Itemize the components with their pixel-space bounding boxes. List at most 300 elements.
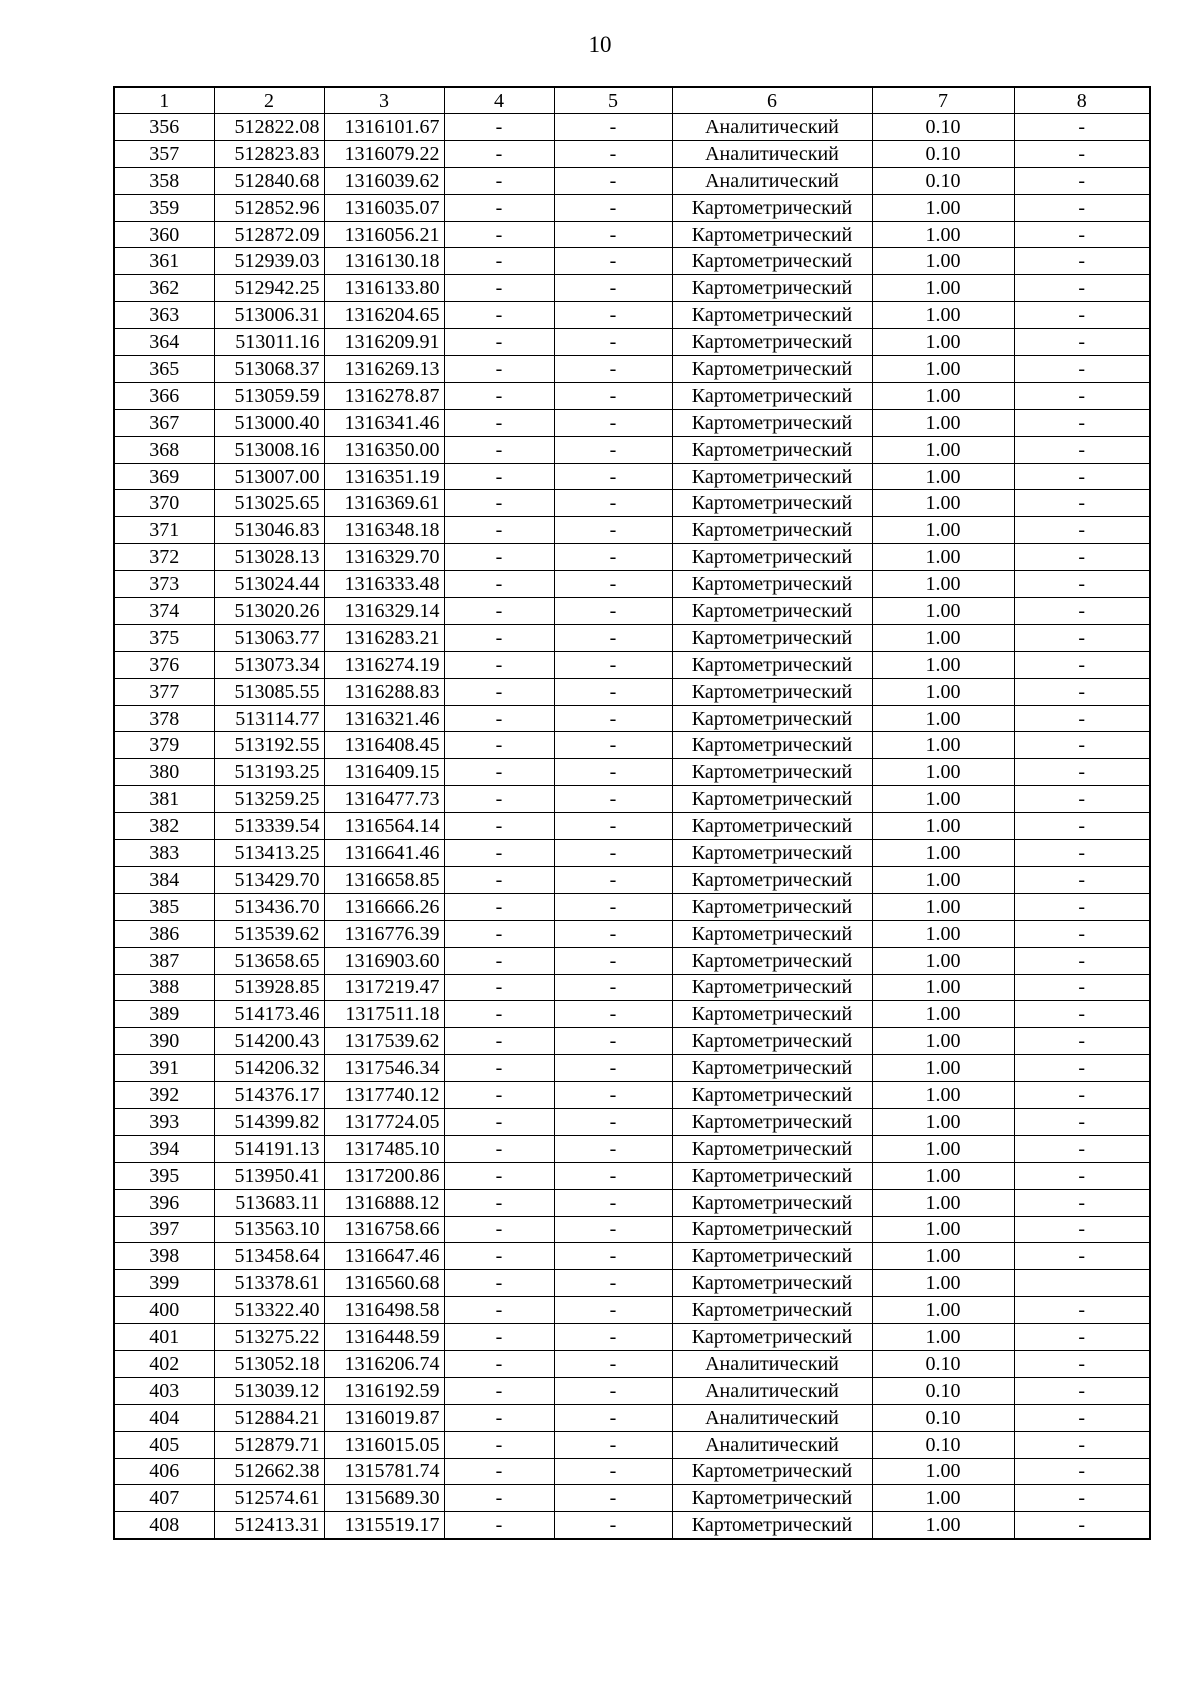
- table-cell: 360: [114, 221, 214, 248]
- table-cell: -: [554, 1377, 672, 1404]
- table-cell: 390: [114, 1028, 214, 1055]
- table-row: [114, 1243, 1150, 1270]
- table-cell: 361: [114, 248, 214, 275]
- table-cell: 1.00: [872, 1270, 1014, 1297]
- table-cell: 512662.38: [214, 1458, 324, 1485]
- table-cell: 1.00: [872, 1055, 1014, 1082]
- table-cell: 1.00: [872, 840, 1014, 867]
- table-cell: -: [1014, 598, 1150, 625]
- table-row: [114, 1189, 1150, 1216]
- table-cell: -: [1014, 167, 1150, 194]
- table-cell: 1316758.66: [324, 1216, 444, 1243]
- table-row: [114, 463, 1150, 490]
- table-cell: -: [554, 866, 672, 893]
- table-row: [114, 571, 1150, 598]
- table-cell: 357: [114, 140, 214, 167]
- table-cell: 1.00: [872, 759, 1014, 786]
- column-header: 8: [1014, 87, 1150, 114]
- table-row: [114, 1055, 1150, 1082]
- table-row: [114, 302, 1150, 329]
- table-cell: -: [444, 1055, 554, 1082]
- table-cell: 1316448.59: [324, 1324, 444, 1351]
- table-cell: Картометрический: [672, 947, 872, 974]
- table-cell: 1.00: [872, 893, 1014, 920]
- table-cell: -: [554, 275, 672, 302]
- table-row: [114, 1162, 1150, 1189]
- table-cell: -: [1014, 678, 1150, 705]
- table-cell: 372: [114, 544, 214, 571]
- table-cell: 1317485.10: [324, 1135, 444, 1162]
- table-cell: 371: [114, 517, 214, 544]
- table-cell: 1317724.05: [324, 1108, 444, 1135]
- table-cell: 513052.18: [214, 1350, 324, 1377]
- table-cell: 513114.77: [214, 705, 324, 732]
- table-cell: Картометрический: [672, 517, 872, 544]
- table-cell: 1.00: [872, 1243, 1014, 1270]
- table-cell: 407: [114, 1485, 214, 1512]
- table-cell: 513011.16: [214, 329, 324, 356]
- table-cell: -: [554, 920, 672, 947]
- table-cell: 1316056.21: [324, 221, 444, 248]
- table-cell: -: [554, 813, 672, 840]
- table-cell: -: [444, 947, 554, 974]
- table-row: [114, 1082, 1150, 1109]
- table-cell: -: [444, 732, 554, 759]
- column-header: 1: [114, 87, 214, 114]
- table-cell: 1.00: [872, 356, 1014, 383]
- table-cell: 1316341.46: [324, 409, 444, 436]
- table-cell: -: [554, 678, 672, 705]
- table-cell: 1.00: [872, 1001, 1014, 1028]
- table-cell: 401: [114, 1324, 214, 1351]
- table-cell: -: [1014, 1028, 1150, 1055]
- table-cell: 513429.70: [214, 866, 324, 893]
- table-cell: 1316329.70: [324, 544, 444, 571]
- table-cell: -: [444, 1350, 554, 1377]
- table-cell: 385: [114, 893, 214, 920]
- table-cell: 1316329.14: [324, 598, 444, 625]
- table-cell: Картометрический: [672, 893, 872, 920]
- table-cell: -: [444, 1458, 554, 1485]
- table-cell: -: [1014, 1135, 1150, 1162]
- table-cell: -: [554, 1028, 672, 1055]
- table-cell: -: [444, 813, 554, 840]
- table-row: [114, 1350, 1150, 1377]
- column-header: 7: [872, 87, 1014, 114]
- table-cell: -: [444, 1001, 554, 1028]
- table-cell: Картометрический: [672, 1512, 872, 1539]
- table-cell: -: [444, 1028, 554, 1055]
- table-cell: -: [554, 1431, 672, 1458]
- table-cell: 362: [114, 275, 214, 302]
- table-row: [114, 517, 1150, 544]
- table-row: [114, 1216, 1150, 1243]
- table-cell: 1.00: [872, 624, 1014, 651]
- table-cell: -: [444, 1297, 554, 1324]
- table-cell: Картометрический: [672, 840, 872, 867]
- column-header: 4: [444, 87, 554, 114]
- table-cell: Картометрический: [672, 382, 872, 409]
- table-cell: 513192.55: [214, 732, 324, 759]
- table-cell: -: [1014, 356, 1150, 383]
- table-cell: -: [554, 1404, 672, 1431]
- table-row: [114, 1270, 1150, 1297]
- table-cell: 1316658.85: [324, 866, 444, 893]
- table-cell: Картометрический: [672, 678, 872, 705]
- table-cell: 1315519.17: [324, 1512, 444, 1539]
- table-cell: Картометрический: [672, 598, 872, 625]
- table-cell: 513458.64: [214, 1243, 324, 1270]
- table-header-row: [114, 87, 1150, 114]
- table-cell: -: [1014, 651, 1150, 678]
- table-cell: -: [1014, 1108, 1150, 1135]
- table-cell: 365: [114, 356, 214, 383]
- table-cell: 513020.26: [214, 598, 324, 625]
- table-cell: 381: [114, 786, 214, 813]
- table-cell: 1.00: [872, 1297, 1014, 1324]
- table-cell: 513063.77: [214, 624, 324, 651]
- table-cell: 1316498.58: [324, 1297, 444, 1324]
- table-cell: 512942.25: [214, 275, 324, 302]
- table-row: [114, 813, 1150, 840]
- table-cell: Картометрический: [672, 409, 872, 436]
- table-cell: -: [554, 974, 672, 1001]
- table-cell: 402: [114, 1350, 214, 1377]
- table-cell: 1316647.46: [324, 1243, 444, 1270]
- table-cell: -: [554, 732, 672, 759]
- table-cell: Картометрический: [672, 786, 872, 813]
- table-cell: Картометрический: [672, 1324, 872, 1351]
- table-cell: 514173.46: [214, 1001, 324, 1028]
- table-cell: 0.10: [872, 1404, 1014, 1431]
- table-cell: 513539.62: [214, 920, 324, 947]
- table-cell: -: [444, 920, 554, 947]
- table-cell: -: [444, 275, 554, 302]
- table-cell: -: [1014, 221, 1150, 248]
- table-cell: -: [1014, 571, 1150, 598]
- table-cell: 1.00: [872, 544, 1014, 571]
- table-cell: -: [1014, 813, 1150, 840]
- table-row: [114, 786, 1150, 813]
- table-cell: 513563.10: [214, 1216, 324, 1243]
- table-cell: -: [554, 167, 672, 194]
- table-cell: Картометрический: [672, 624, 872, 651]
- table-cell: 513039.12: [214, 1377, 324, 1404]
- table-cell: -: [554, 1001, 672, 1028]
- table-cell: 513413.25: [214, 840, 324, 867]
- table-cell: -: [444, 893, 554, 920]
- table-cell: Картометрический: [672, 1108, 872, 1135]
- table-cell: 1316101.67: [324, 114, 444, 141]
- table-cell: 512939.03: [214, 248, 324, 275]
- table-cell: -: [554, 114, 672, 141]
- table-cell: 366: [114, 382, 214, 409]
- table-cell: -: [1014, 1324, 1150, 1351]
- table-cell: -: [554, 1216, 672, 1243]
- table-cell: 1316079.22: [324, 140, 444, 167]
- table-cell: -: [554, 1189, 672, 1216]
- table-cell: Картометрический: [672, 732, 872, 759]
- table-row: [114, 436, 1150, 463]
- table-cell: -: [1014, 140, 1150, 167]
- table-cell: 1.00: [872, 221, 1014, 248]
- table-cell: 1.00: [872, 705, 1014, 732]
- table-cell: 1316039.62: [324, 167, 444, 194]
- table-cell: -: [554, 1055, 672, 1082]
- table-cell: Картометрический: [672, 490, 872, 517]
- table-cell: -: [1014, 463, 1150, 490]
- table-cell: -: [554, 1243, 672, 1270]
- table-cell: 1316666.26: [324, 893, 444, 920]
- table-cell: -: [1014, 920, 1150, 947]
- table-cell: 1.00: [872, 571, 1014, 598]
- table-cell: -: [1014, 1082, 1150, 1109]
- table-cell: 378: [114, 705, 214, 732]
- table-cell: 1316283.21: [324, 624, 444, 651]
- table-cell: 514376.17: [214, 1082, 324, 1109]
- table-cell: 1.00: [872, 490, 1014, 517]
- table-cell: 1.00: [872, 598, 1014, 625]
- table-cell: 1316351.19: [324, 463, 444, 490]
- table-cell: 1316350.00: [324, 436, 444, 463]
- table-cell: Картометрический: [672, 436, 872, 463]
- table-cell: -: [1014, 194, 1150, 221]
- table-cell: 386: [114, 920, 214, 947]
- table-cell: 391: [114, 1055, 214, 1082]
- table-row: [114, 705, 1150, 732]
- table-cell: -: [554, 140, 672, 167]
- table-cell: 513339.54: [214, 813, 324, 840]
- table-cell: -: [444, 114, 554, 141]
- table-cell: -: [554, 463, 672, 490]
- table-cell: 1.00: [872, 382, 1014, 409]
- table-cell: 512822.08: [214, 114, 324, 141]
- table-cell: -: [444, 759, 554, 786]
- table-cell: -: [1014, 1001, 1150, 1028]
- table-cell: -: [444, 1243, 554, 1270]
- table-cell: -: [1014, 329, 1150, 356]
- table-cell: -: [554, 1108, 672, 1135]
- table-cell: -: [444, 544, 554, 571]
- table-cell: 392: [114, 1082, 214, 1109]
- table-cell: -: [444, 302, 554, 329]
- table-cell: 512879.71: [214, 1431, 324, 1458]
- table-cell: 1316348.18: [324, 517, 444, 544]
- table-cell: 1.00: [872, 974, 1014, 1001]
- table-cell: 1315781.74: [324, 1458, 444, 1485]
- table-cell: -: [1014, 732, 1150, 759]
- table-cell: -: [554, 598, 672, 625]
- table-row: [114, 490, 1150, 517]
- table-cell: -: [1014, 1216, 1150, 1243]
- table-cell: -: [444, 194, 554, 221]
- table-cell: 513007.00: [214, 463, 324, 490]
- table-cell: 1316564.14: [324, 813, 444, 840]
- table-cell: 377: [114, 678, 214, 705]
- table-cell: -: [444, 705, 554, 732]
- table-row: [114, 194, 1150, 221]
- table-cell: -: [444, 1270, 554, 1297]
- table-cell: 396: [114, 1189, 214, 1216]
- table-cell: Картометрический: [672, 248, 872, 275]
- table-cell: 514191.13: [214, 1135, 324, 1162]
- table-cell: Картометрический: [672, 705, 872, 732]
- table-cell: 1316776.39: [324, 920, 444, 947]
- table-cell: -: [1014, 759, 1150, 786]
- table-cell: -: [444, 624, 554, 651]
- table-row: [114, 866, 1150, 893]
- table-cell: -: [444, 517, 554, 544]
- table-row: [114, 974, 1150, 1001]
- table-cell: -: [1014, 1431, 1150, 1458]
- table-cell: 1.00: [872, 275, 1014, 302]
- table-cell: -: [1014, 248, 1150, 275]
- table-cell: 1.00: [872, 1028, 1014, 1055]
- table-cell: 1316408.45: [324, 732, 444, 759]
- table-cell: -: [1014, 974, 1150, 1001]
- table-cell: 374: [114, 598, 214, 625]
- table-cell: -: [554, 194, 672, 221]
- table-cell: 512840.68: [214, 167, 324, 194]
- table-row: [114, 947, 1150, 974]
- table-cell: 1.00: [872, 786, 1014, 813]
- table-cell: -: [444, 678, 554, 705]
- table-row: [114, 221, 1150, 248]
- table-cell: 373: [114, 571, 214, 598]
- table-cell: 1317546.34: [324, 1055, 444, 1082]
- table-cell: Картометрический: [672, 221, 872, 248]
- table-cell: 513259.25: [214, 786, 324, 813]
- table-cell: 1316019.87: [324, 1404, 444, 1431]
- table-cell: 513008.16: [214, 436, 324, 463]
- table-cell: 399: [114, 1270, 214, 1297]
- table-row: [114, 1297, 1150, 1324]
- table-cell: 395: [114, 1162, 214, 1189]
- table-cell: Аналитический: [672, 167, 872, 194]
- column-header: 5: [554, 87, 672, 114]
- table-cell: 1.00: [872, 248, 1014, 275]
- table-cell: 1.00: [872, 732, 1014, 759]
- table-cell: -: [554, 248, 672, 275]
- table-cell: -: [1014, 893, 1150, 920]
- table-row: [114, 1324, 1150, 1351]
- table-cell: 513006.31: [214, 302, 324, 329]
- table-row: [114, 1028, 1150, 1055]
- table-cell: -: [554, 1270, 672, 1297]
- table-cell: 363: [114, 302, 214, 329]
- table-cell: -: [1014, 275, 1150, 302]
- table-cell: 356: [114, 114, 214, 141]
- table-cell: -: [444, 1431, 554, 1458]
- table-cell: 384: [114, 866, 214, 893]
- table-cell: -: [444, 1108, 554, 1135]
- table-cell: 1.00: [872, 409, 1014, 436]
- column-header: 3: [324, 87, 444, 114]
- table-cell: 1316321.46: [324, 705, 444, 732]
- table-cell: 512884.21: [214, 1404, 324, 1431]
- table-cell: Картометрический: [672, 1135, 872, 1162]
- table-cell: 1316204.65: [324, 302, 444, 329]
- table-cell: -: [444, 409, 554, 436]
- table-cell: 514399.82: [214, 1108, 324, 1135]
- table-cell: 0.10: [872, 167, 1014, 194]
- table-row: [114, 732, 1150, 759]
- table-cell: 1.00: [872, 1324, 1014, 1351]
- table-cell: Картометрический: [672, 302, 872, 329]
- table-cell: 1.00: [872, 813, 1014, 840]
- table-cell: -: [444, 329, 554, 356]
- table-cell: -: [1014, 1458, 1150, 1485]
- table-cell: 513059.59: [214, 382, 324, 409]
- table-cell: 1316192.59: [324, 1377, 444, 1404]
- table-cell: -: [1014, 1404, 1150, 1431]
- table-cell: -: [1014, 302, 1150, 329]
- table-cell: 513928.85: [214, 974, 324, 1001]
- page-number: 10: [588, 32, 612, 57]
- table-cell: 375: [114, 624, 214, 651]
- table-cell: -: [1014, 1162, 1150, 1189]
- table-cell: 1.00: [872, 1108, 1014, 1135]
- table-cell: -: [1014, 1485, 1150, 1512]
- table-cell: Картометрический: [672, 329, 872, 356]
- table-cell: Аналитический: [672, 114, 872, 141]
- table-cell: 513436.70: [214, 893, 324, 920]
- table-cell: 1.00: [872, 1162, 1014, 1189]
- table-cell: 1316015.05: [324, 1431, 444, 1458]
- table-cell: 406: [114, 1458, 214, 1485]
- table-cell: 513000.40: [214, 409, 324, 436]
- table-cell: -: [444, 1189, 554, 1216]
- table-cell: 1.00: [872, 302, 1014, 329]
- table-cell: 1316288.83: [324, 678, 444, 705]
- table-cell: -: [1014, 624, 1150, 651]
- table-cell: -: [444, 1377, 554, 1404]
- table-body: [114, 87, 1150, 1539]
- table-cell: -: [444, 248, 554, 275]
- table-cell: Картометрический: [672, 1485, 872, 1512]
- table-cell: Аналитический: [672, 1350, 872, 1377]
- table-cell: 1316209.91: [324, 329, 444, 356]
- table-cell: -: [444, 1404, 554, 1431]
- table-cell: Картометрический: [672, 356, 872, 383]
- table-row: [114, 651, 1150, 678]
- table-cell: -: [1014, 947, 1150, 974]
- table-cell: -: [554, 1324, 672, 1351]
- table-row: [114, 1377, 1150, 1404]
- table-cell: 394: [114, 1135, 214, 1162]
- table-cell: -: [444, 463, 554, 490]
- table-cell: Картометрический: [672, 1270, 872, 1297]
- table-cell: Картометрический: [672, 1162, 872, 1189]
- table-cell: 1316035.07: [324, 194, 444, 221]
- table-cell: 513046.83: [214, 517, 324, 544]
- table-cell: 358: [114, 167, 214, 194]
- coordinates-table: [113, 86, 1151, 1540]
- table-cell: -: [1014, 840, 1150, 867]
- table-cell: 513378.61: [214, 1270, 324, 1297]
- table-cell: -: [1014, 1350, 1150, 1377]
- table-row: [114, 1485, 1150, 1512]
- table-cell: 1315689.30: [324, 1485, 444, 1512]
- table-cell: 408: [114, 1512, 214, 1539]
- table-cell: -: [554, 544, 672, 571]
- table-cell: 1316477.73: [324, 786, 444, 813]
- table-cell: Картометрический: [672, 1458, 872, 1485]
- table-row: [114, 1108, 1150, 1135]
- table-cell: 1316274.19: [324, 651, 444, 678]
- table-cell: Картометрический: [672, 194, 872, 221]
- table-cell: 1316641.46: [324, 840, 444, 867]
